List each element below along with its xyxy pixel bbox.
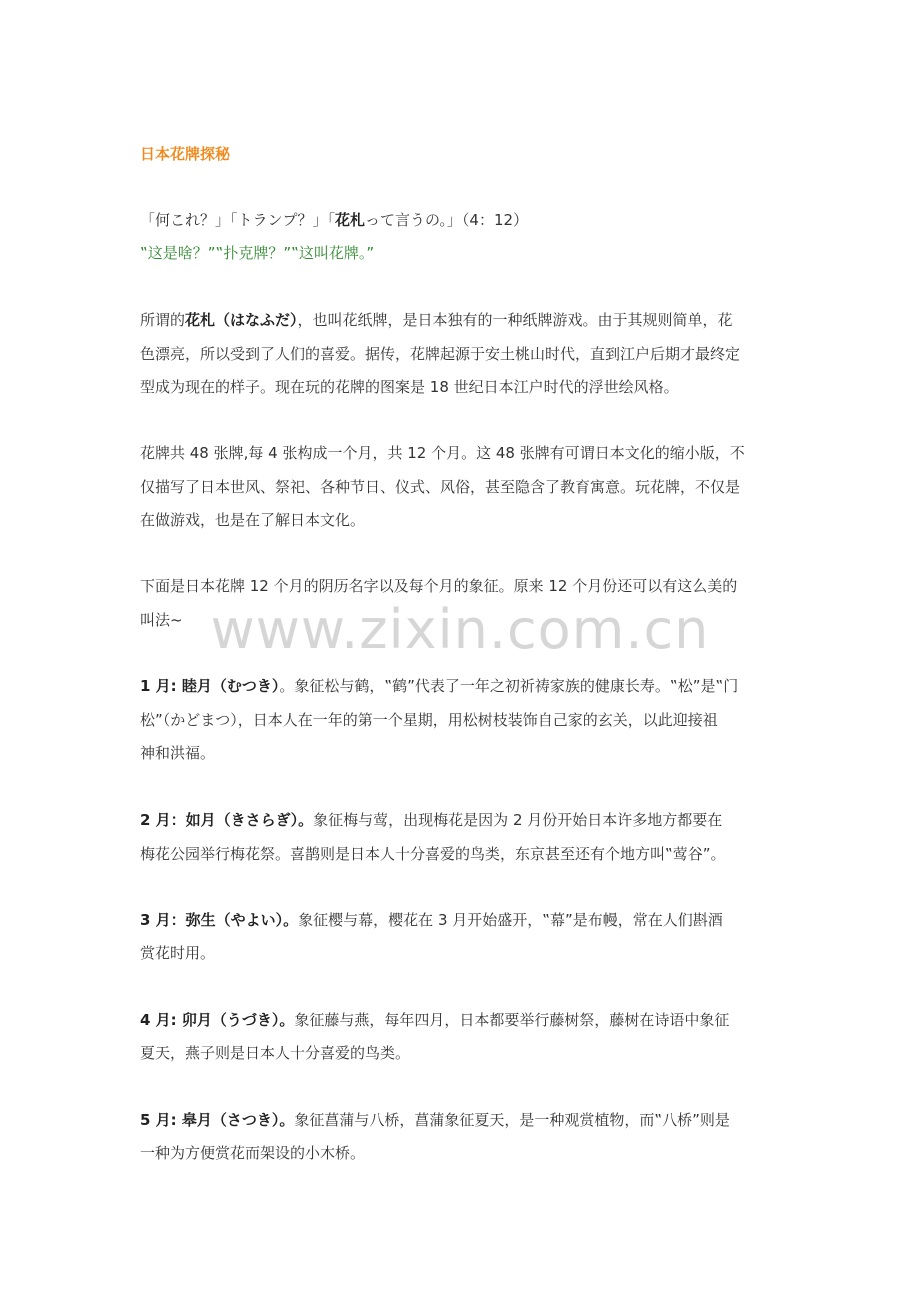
para3-line-2: 叫法~ (140, 611, 183, 629)
month-3-heading: 3 月：弥生（やよい）。 (140, 911, 299, 929)
month-3-line-2: 赏花时用。 (140, 944, 216, 962)
month-3-text-1: 象征樱与幕，樱花在 3 月开始盛开，‟幕”是布幔，常在人们斟酒 (298, 911, 723, 929)
month-1-line-3: 神和洪福。 (140, 744, 216, 762)
month-4-text-1: 象征藤与燕，每年四月，日本都要举行藤树祭，藤树在诗语中象征 (294, 1011, 730, 1029)
para2-line-2: 仅描写了日本世风、祭祀、各种节日、仪式、风俗，甚至隐含了教育寓意。玩花牌，不仅是 (140, 478, 741, 496)
intro-l1-a: 所谓的 (140, 311, 186, 329)
intro-line-2: 色漂亮，所以受到了人们的喜爱。据传，花牌起源于安土桃山时代，直到江户后期才最终定 (140, 345, 741, 363)
month-3-line-1 (140, 908, 723, 932)
month-1-heading: 1 月: 睦月（むつき） (140, 677, 280, 695)
document-title: 日本花牌探秘 (140, 145, 231, 163)
month-4-line-1 (140, 1008, 729, 1032)
month-1-text-1: 。象征松与鹤，‟鹤”代表了一年之初祈祷家族的健康长寿。‟松”是‟门 (279, 677, 739, 695)
month-1-line-2: 松”（かどまつ），日本人在一年的第一个星期，用松树枝装饰自己家的玄关，以此迎接祖 (140, 711, 718, 729)
intro-line-1 (140, 308, 733, 332)
month-4-line-2: 夏天，燕子则是日本人十分喜爱的鸟类。 (140, 1044, 411, 1062)
month-1-line-1 (140, 674, 738, 698)
quote-chinese: ‟这是啥？”‟扑克牌？”‟这叫花牌。” (140, 244, 375, 262)
para3-line-1: 下面是日本花牌 12 个月的阴历名字以及每个月的象征。原来 12 个月份还可以有这么美的 (140, 577, 738, 595)
quote-japanese (140, 208, 528, 232)
month-5-heading: 5 月: 皋月（さつき）。 (140, 1111, 295, 1129)
quote-jp-bold: 花札 (335, 211, 366, 229)
month-2-text-1: 象征梅与莺，出现梅花是因为 2 月份开始日本许多地方都要在 (313, 811, 723, 829)
para2-line-3: 在做游戏，也是在了解日本文化。 (140, 511, 366, 529)
month-2-heading: 2 月：如月（きさらぎ）。 (140, 811, 314, 829)
quote-jp-part2: って言うの。」（4：12） (365, 211, 529, 229)
month-5-text-1: 象征菖蒲与八桥，菖蒲象征夏天，是一种观赏植物，而‟八桥”则是 (294, 1111, 730, 1129)
month-2-line-1 (140, 808, 722, 832)
month-5-line-2: 一种为方便赏花而架设的小木桥。 (140, 1144, 366, 1162)
month-5-line-1 (140, 1108, 730, 1132)
quote-jp-part1: 「何これ？」「トランプ？」「 (140, 211, 336, 229)
intro-l1-bold: 花札（はなふだ） (185, 311, 298, 329)
intro-l1-b: ，也叫花纸牌，是日本独有的一种纸牌游戏。由于其规则简单，花 (297, 311, 733, 329)
intro-line-3: 型成为现在的样子。现在玩的花牌的图案是 18 世纪日本江户时代的浮世绘风格。 (140, 378, 679, 396)
month-2-line-2: 梅花公园举行梅花祭。喜鹊则是日本人十分喜爱的鸟类，东京甚至还有个地方叫‟莺谷”。 (140, 845, 726, 863)
month-4-heading: 4 月: 卯月（うづき）。 (140, 1011, 295, 1029)
para2-line-1: 花牌共 48 张牌,每 4 张构成一个月，共 12 个月。这 48 张牌有可谓日本文化的缩小版，不 (140, 444, 745, 462)
watermark: www.zixin.com.cn (210, 598, 710, 661)
